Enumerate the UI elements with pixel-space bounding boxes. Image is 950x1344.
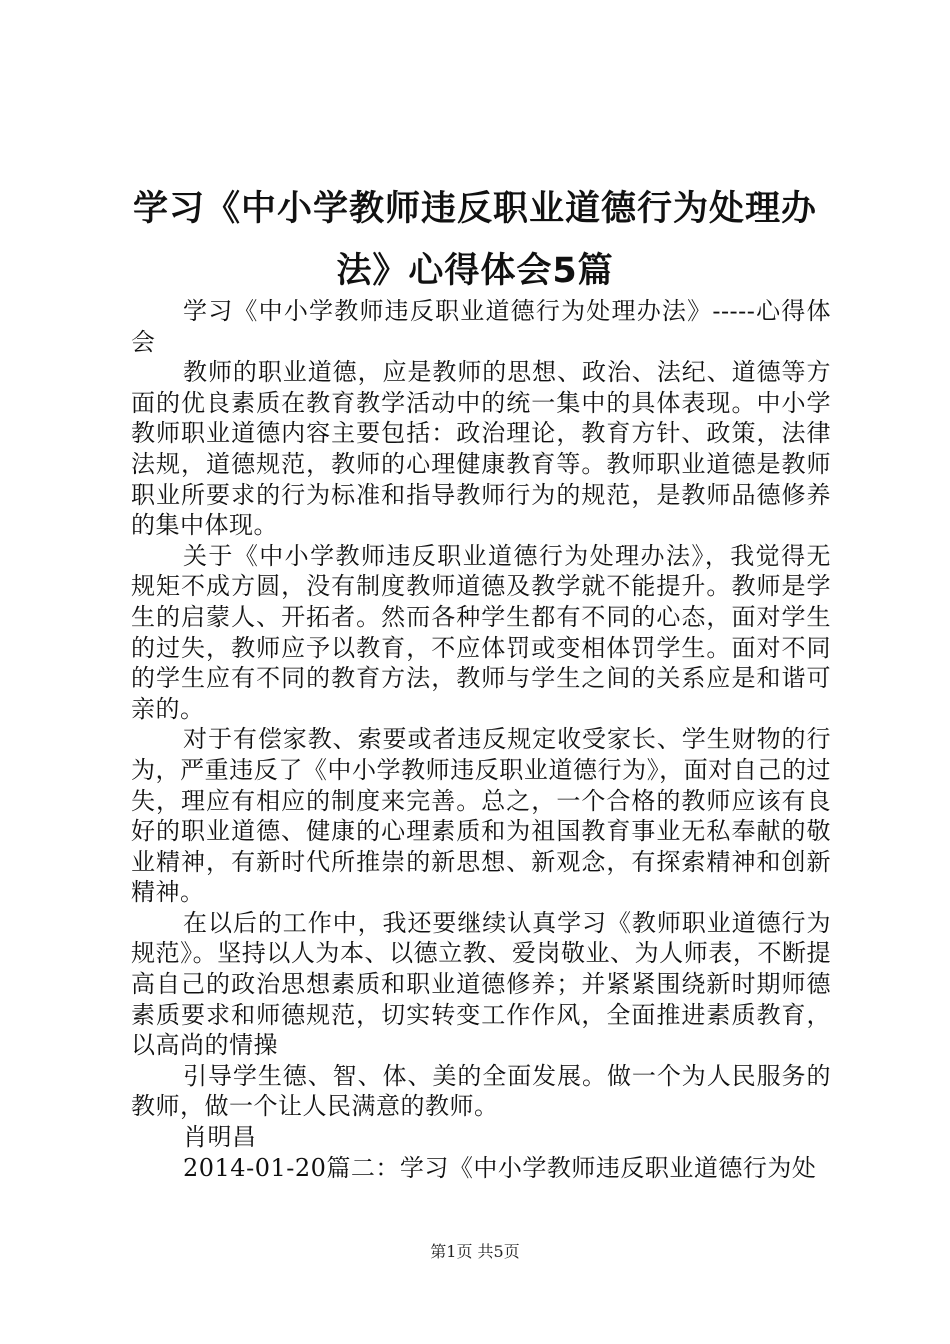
- paragraph: 引导学生德、智、体、美的全面发展。做一个为人民服务的教师，做一个让人民满意的教师。: [131, 1061, 831, 1121]
- title-line-1: 学习《中小学教师违反职业道德行为处理办: [132, 189, 817, 229]
- paragraph: 2014-01-20篇二：学习《中小学教师违反职业道德行为处: [183, 1153, 817, 1182]
- paragraph: 关于《中小学教师违反职业道德行为处理办法》，我觉得无规矩不成方圆，没有制度教师道德及教学就不能提升。教师是学生的启蒙人、开拓者。然而各种学生都有不同的心态，面对学生的过失，教师应予以教育，不应体罚或变相体罚学生。面对不同的学生应有不同的教育方法，教师与学生之间的关系应是和谐可亲的。: [131, 541, 831, 723]
- document-title: [100, 178, 850, 302]
- paragraph: 教师的职业道德，应是教师的思想、政治、法纪、道德等方面的优良素质在教育教学活动中的统一集中的具体表现。中小学教师职业道德内容主要包括：政治理论，教育方针、政策，法律法规，道德规范，教师的心理健康教育等。教师职业道德是教师职业所要求的行为标准和指导教师行为的规范，是教师品德修养的集中体现。: [131, 358, 831, 540]
- paragraph-heading: 学习《中小学教师违反职业道德行为处理办法》-----心得体会: [131, 297, 831, 356]
- title-line-2: 法》心得体会5篇: [336, 251, 614, 291]
- paragraph: 在以后的工作中，我还要继续认真学习《教师职业道德行为规范》。坚持以人为本、以德立教、爱岗敬业、为人师表，不断提高自己的政治思想素质和职业道德修养；并紧紧围绕新时期师德素质要求和师德规范，切实转变工作作风，全面推进素质教育，以高尚的情操: [131, 908, 831, 1060]
- paragraph: 对于有偿家教、索要或者违反规定收受家长、学生财物的行为，严重违反了《中小学教师违反职业道德行为》，面对自己的过失，理应有相应的制度来完善。总之，一个合格的教师应该有良好的职业道德、健康的心理素质和为祖国教育事业无私奉献的敬业精神，有新时代所推崇的新思想、新观念，有探索精神和创新精神。: [131, 725, 831, 907]
- page-footer: 第1页 共5页: [430, 1242, 520, 1261]
- author-signature: 肖明昌: [183, 1123, 257, 1152]
- document-body: [131, 296, 831, 1183]
